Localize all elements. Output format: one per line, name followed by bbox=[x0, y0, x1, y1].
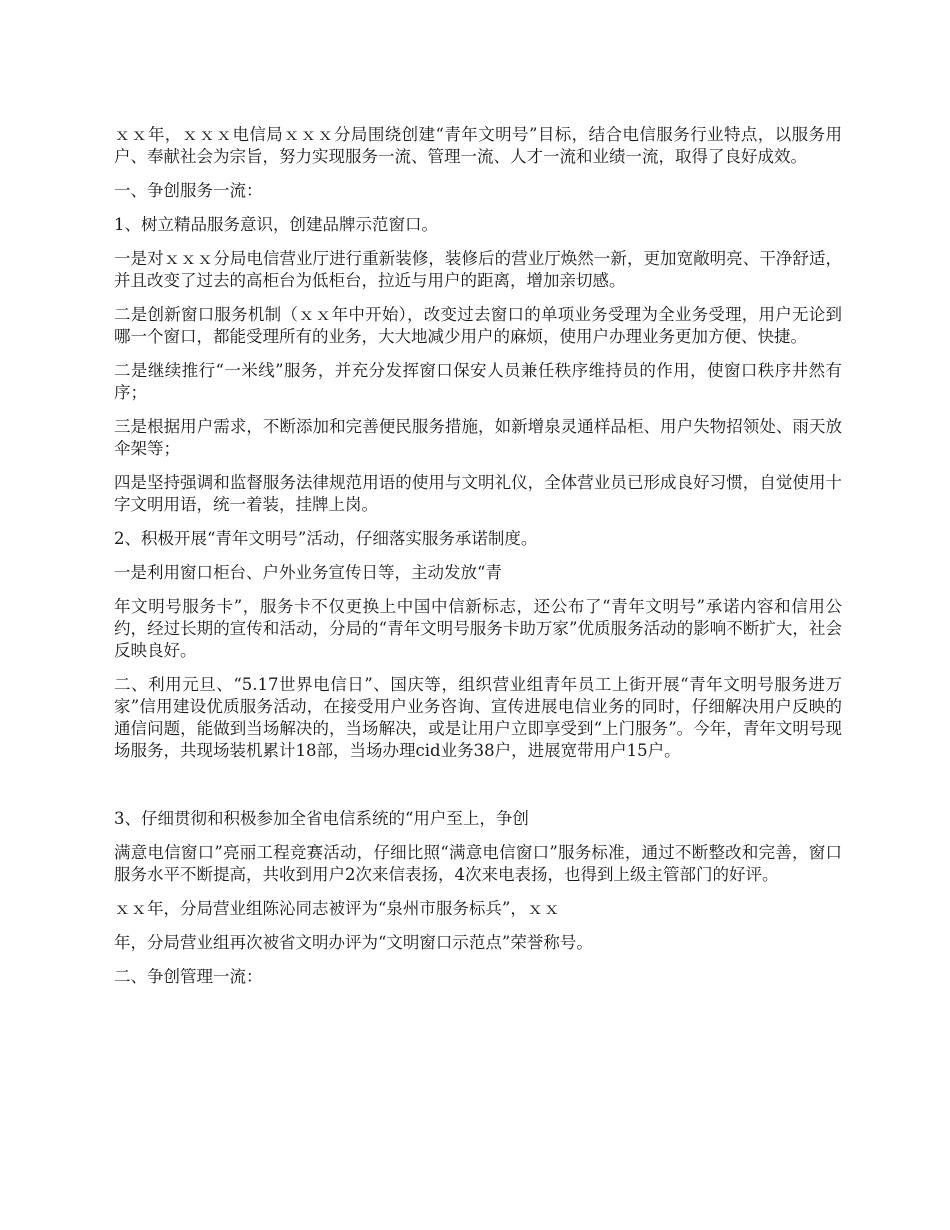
paragraph: 三是根据用户需求，不断添加和完善便民服务措施，如新增泉灵通样品柜、用户失物招领处、雨天放伞架等； bbox=[114, 417, 842, 458]
paragraph: 年，分局营业组再次被省文明办评为“文明窗口示范点”荣誉称号。 bbox=[114, 933, 593, 952]
subheading-2: 2、积极开展“青年文明号”活动，仔细落实服务承诺制度。 bbox=[114, 529, 538, 548]
section-heading-service: 一、争创服务一流： bbox=[114, 181, 263, 200]
document-body bbox=[114, 124, 842, 1000]
subheading-3: 3、仔细贯彻和积极参加全省电信系统的“用户至上，争创 bbox=[114, 809, 529, 828]
section-heading-management: 二、争创管理一流： bbox=[114, 967, 263, 986]
paragraph: 四是坚持强调和监督服务法律规范用语的使用与文明礼仪，全体营业员已形成良好习惯，自觉使用十字文明用语，统一着装，挂牌上岗。 bbox=[114, 473, 842, 514]
paragraph: 二、利用元旦、“5.17世界电信日”、国庆等，组织营业组青年员工上街开展“青年文明号服务进万家”信用建设优质服务活动，在接受用户业务咨询、宣传进展电信业务的同时，仔细解决用户反映的通信问题，能做到当场解决的，当场解决，或是让用户立即享受到“上门服务”。今年，青年文明号现场服务，共现场装机累计18部，当场办理cid业务38户，进展宽带用户15户。 bbox=[114, 675, 842, 760]
paragraph: 年文明号服务卡”，服务卡不仅更换上中国中信新标志，还公布了“青年文明号”承诺内容和信用公约，经过长期的宣传和活动，分局的“青年文明号服务卡助万家”优质服务活动的影响不断扩大，社会反映良好。 bbox=[114, 597, 842, 660]
paragraph: 一是对ｘｘｘ分局电信营业厅进行重新装修，装修后的营业厅焕然一新，更加宽敞明亮、干净舒适，并且改变了过去的高柜台为低柜台，拉近与用户的距离，增加亲切感。 bbox=[114, 249, 842, 290]
paragraph: 二是继续推行“一米线”服务，并充分发挥窗口保安人员兼任秩序维持员的作用，使窗口秩序井然有序； bbox=[114, 361, 842, 402]
subheading-1: 1、树立精品服务意识，创建品牌示范窗口。 bbox=[114, 215, 438, 234]
intro-paragraph: ｘｘ年，ｘｘｘ电信局ｘｘｘ分局围绕创建“青年文明号”目标，结合电信服务行业特点，以服务用户、奉献社会为宗旨，努力实现服务一流、管理一流、人才一流和业绩一流，取得了良好成效。 bbox=[114, 125, 842, 166]
spacer bbox=[114, 774, 842, 808]
paragraph: 一是利用窗口柜台、户外业务宣传日等，主动发放“青 bbox=[114, 563, 502, 582]
paragraph: 满意电信窗口”亮丽工程竞赛活动，仔细比照“满意电信窗口”服务标准，通过不断整改和完善，窗口服务水平不断提高，共收到用户2次来信表扬，4次来电表扬，也得到上级主管部门的好评。 bbox=[114, 843, 842, 884]
paragraph: ｘｘ年，分局营业组陈沁同志被评为“泉州市服务标兵”，ｘｘ bbox=[114, 899, 560, 918]
paragraph: 二是创新窗口服务机制（ｘｘ年中开始），改变过去窗口的单项业务受理为全业务受理，用户无论到哪一个窗口，都能受理所有的业务，大大地减少用户的麻烦，使用户办理业务更加方便、快捷。 bbox=[114, 305, 842, 346]
